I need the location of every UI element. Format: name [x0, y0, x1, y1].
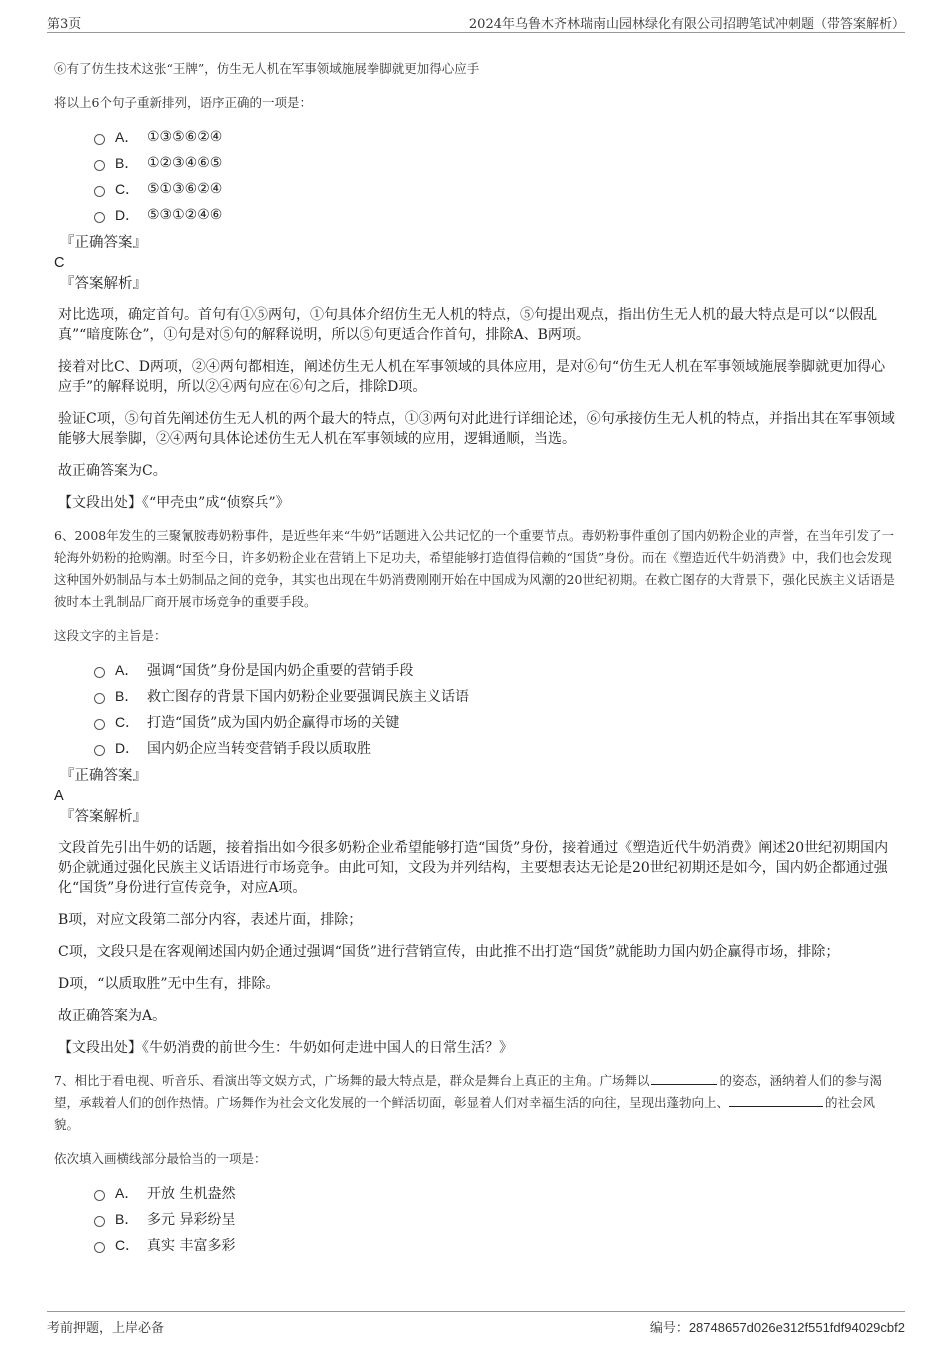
option-label: B．	[115, 155, 139, 171]
option-c[interactable]	[94, 176, 899, 202]
radio-icon[interactable]	[94, 1242, 105, 1253]
fill-blank-1	[651, 1070, 717, 1085]
question-5	[54, 58, 899, 513]
option-a[interactable]	[94, 1180, 899, 1206]
answer-heading: 『正确答案』	[60, 235, 147, 251]
question-prompt: 将以上6个句子重新排列，语序正确的一项是：	[54, 95, 312, 110]
analysis-paragraph: B项，对应文段第二部分内容，表述片面，排除；	[58, 912, 363, 928]
option-a[interactable]	[94, 124, 899, 150]
radio-icon[interactable]	[94, 1216, 105, 1227]
option-d[interactable]	[94, 202, 899, 228]
question-7	[54, 1070, 899, 1258]
answer-value: A	[54, 788, 64, 804]
radio-icon[interactable]	[94, 134, 105, 145]
radio-icon[interactable]	[94, 745, 105, 756]
option-d[interactable]	[94, 735, 899, 761]
option-text: ①②③④⑥⑤	[147, 155, 223, 171]
answer-heading: 『正确答案』	[60, 768, 147, 784]
analysis-paragraph: 故正确答案为A。	[58, 1008, 167, 1024]
analysis-paragraph: C项，文段只是在客观阐述国内奶企通过强调“国货”进行营销宣传，由此推不出打造“国货”就能助力国内奶企赢得市场，排除；	[58, 944, 840, 960]
options-list	[94, 124, 899, 228]
option-text: 多元 异彩纷呈	[147, 1212, 236, 1228]
options-list	[94, 1180, 899, 1258]
option-text: ①③⑤⑥②④	[147, 129, 223, 145]
option-label: A．	[115, 1185, 139, 1201]
option-text: 国内奶企应当转变营销手段以质取胜	[147, 741, 371, 757]
page-number: 第3页	[47, 17, 82, 32]
option-label: B．	[115, 1211, 139, 1227]
options-list	[94, 657, 899, 761]
analysis-heading: 『答案解析』	[60, 809, 147, 825]
answer-value: C	[54, 255, 65, 271]
fill-blank-2	[729, 1092, 823, 1107]
option-b[interactable]	[94, 1206, 899, 1232]
source-citation: 【文段出处】《牛奶消费的前世今生：牛奶如何走进中国人的日常生活？》	[58, 1040, 513, 1056]
option-b[interactable]	[94, 150, 899, 176]
option-label: C．	[115, 714, 140, 730]
analysis-paragraph: 验证C项，⑤句首先阐述仿生无人机的两个最大的特点，①③两句对此进行详细论述，⑥句承接仿生无人机的特点，并指出其在军事领域能够大展拳脚，②④两句具体论述仿生无人机在军事领域的应用，逻辑通顺，当选。	[58, 411, 895, 447]
document-body	[54, 58, 899, 1262]
option-a[interactable]	[94, 657, 899, 683]
radio-icon[interactable]	[94, 667, 105, 678]
footer-slogan: 考前押题，上岸必备	[47, 1321, 165, 1336]
stem-text: 的姿态，涵纳着人们的参与渴望，承载着人们的创作热情。广场舞作为社会文化发展的一个鲜活切面，彰显着人们对幸福生活的向往，呈现出蓬勃向上、	[54, 1073, 882, 1110]
question-prompt: 这段文字的主旨是：	[54, 628, 167, 643]
radio-icon[interactable]	[94, 160, 105, 171]
radio-icon[interactable]	[94, 212, 105, 223]
question-stem: 6、2008年发生的三聚氰胺毒奶粉事件，是近些年来“牛奶”话题进入公共记忆的一个重要节点。毒奶粉事件重创了国内奶粉企业的声誉，在当年引发了一轮海外奶粉的抢购潮。时至今日，许多奶粉企业在营销上下足功夫，希望能够打造值得信赖的“国货”身份。而在《塑造近代牛奶消费》中，我们也会发现这种国外奶制品与本土奶制品之间的竞争，其实也出现在牛奶消费刚刚开始在中国成为风潮的20世纪初期。在救亡图存的大背景下，强化民族主义话语是彼时本土乳制品厂商开展市场竞争的重要手段。	[54, 528, 895, 609]
analysis-paragraph: 对比选项，确定首句。首句有①⑤两句，①句具体介绍仿生无人机的特点，⑤句提出观点，指出仿生无人机的最大特点是可以“以假乱真”“暗度陈仓”，①句是对⑤句的解释说明，所以⑤句更适合作首句，排除A、B两项。	[58, 307, 878, 343]
radio-icon[interactable]	[94, 693, 105, 704]
option-text: 救亡图存的背景下国内奶粉企业要强调民族主义话语	[147, 689, 469, 705]
stem-text: 的社会风貌。	[54, 1095, 876, 1132]
option-c[interactable]	[94, 709, 899, 735]
option-b[interactable]	[94, 683, 899, 709]
page-footer	[47, 1311, 905, 1336]
option-c[interactable]	[94, 1232, 899, 1258]
page-header	[47, 12, 905, 33]
option-text: 开放 生机盎然	[147, 1186, 236, 1202]
option-text: ⑤③①②④⑥	[147, 207, 223, 223]
radio-icon[interactable]	[94, 186, 105, 197]
analysis-paragraph: 接着对比C、D两项，②④两句都相连，阐述仿生无人机在军事领域的具体应用，是对⑥句“仿生无人机在军事领域施展拳脚就更加得心应手”的解释说明，所以②④两句应在⑥句之后，排除D项。	[58, 359, 886, 395]
analysis-paragraph: 故正确答案为C。	[58, 463, 167, 479]
analysis-paragraph: 文段首先引出牛奶的话题，接着指出如今很多奶粉企业希望能够打造“国货”身份，接着通过《塑造近代牛奶消费》阐述20世纪初期国内奶企就通过强化民族主义话语进行市场竞争。由此可知，文段为并列结构，主要想表达无论是20世纪初期还是如今，国内奶企都通过强化“国货”身份进行宣传竞争，对应A项。	[58, 840, 889, 896]
option-text: ⑤①③⑥②④	[147, 181, 223, 197]
question-6	[54, 525, 899, 1058]
option-label: A．	[115, 129, 139, 145]
radio-icon[interactable]	[94, 1190, 105, 1201]
option-label: D．	[115, 740, 140, 756]
question-prompt: 依次填入画横线部分最恰当的一项是：	[54, 1151, 267, 1166]
option-label: B．	[115, 688, 139, 704]
analysis-heading: 『答案解析』	[60, 276, 147, 292]
option-label: D．	[115, 207, 140, 223]
question-stem	[54, 1070, 899, 1136]
document-code: 编号：28748657d026e312f551fdf94029cbf2	[649, 1320, 905, 1335]
document-title: 2024年乌鲁木齐林瑞南山园林绿化有限公司招聘笔试冲刺题（带答案解析）	[468, 17, 905, 32]
analysis-paragraph: D项，“以质取胜”无中生有，排除。	[58, 976, 280, 992]
option-text: 打造“国货”成为国内奶企赢得市场的关键	[147, 715, 400, 731]
source-citation: 【文段出处】《“甲壳虫”成“侦察兵”》	[58, 495, 290, 511]
option-label: C．	[115, 181, 140, 197]
option-label: C．	[115, 1237, 140, 1253]
question-sentence: ⑥有了仿生技术这张“王牌”，仿生无人机在军事领域施展拳脚就更加得心应手	[54, 61, 480, 76]
stem-text: 7、相比于看电视、听音乐、看演出等文娱方式，广场舞的最大特点是，群众是舞台上真正的主角。广场舞以	[54, 1073, 650, 1088]
option-text: 强调“国货”身份是国内奶企重要的营销手段	[147, 663, 414, 679]
radio-icon[interactable]	[94, 719, 105, 730]
option-text: 真实 丰富多彩	[147, 1238, 236, 1254]
option-label: A．	[115, 662, 139, 678]
